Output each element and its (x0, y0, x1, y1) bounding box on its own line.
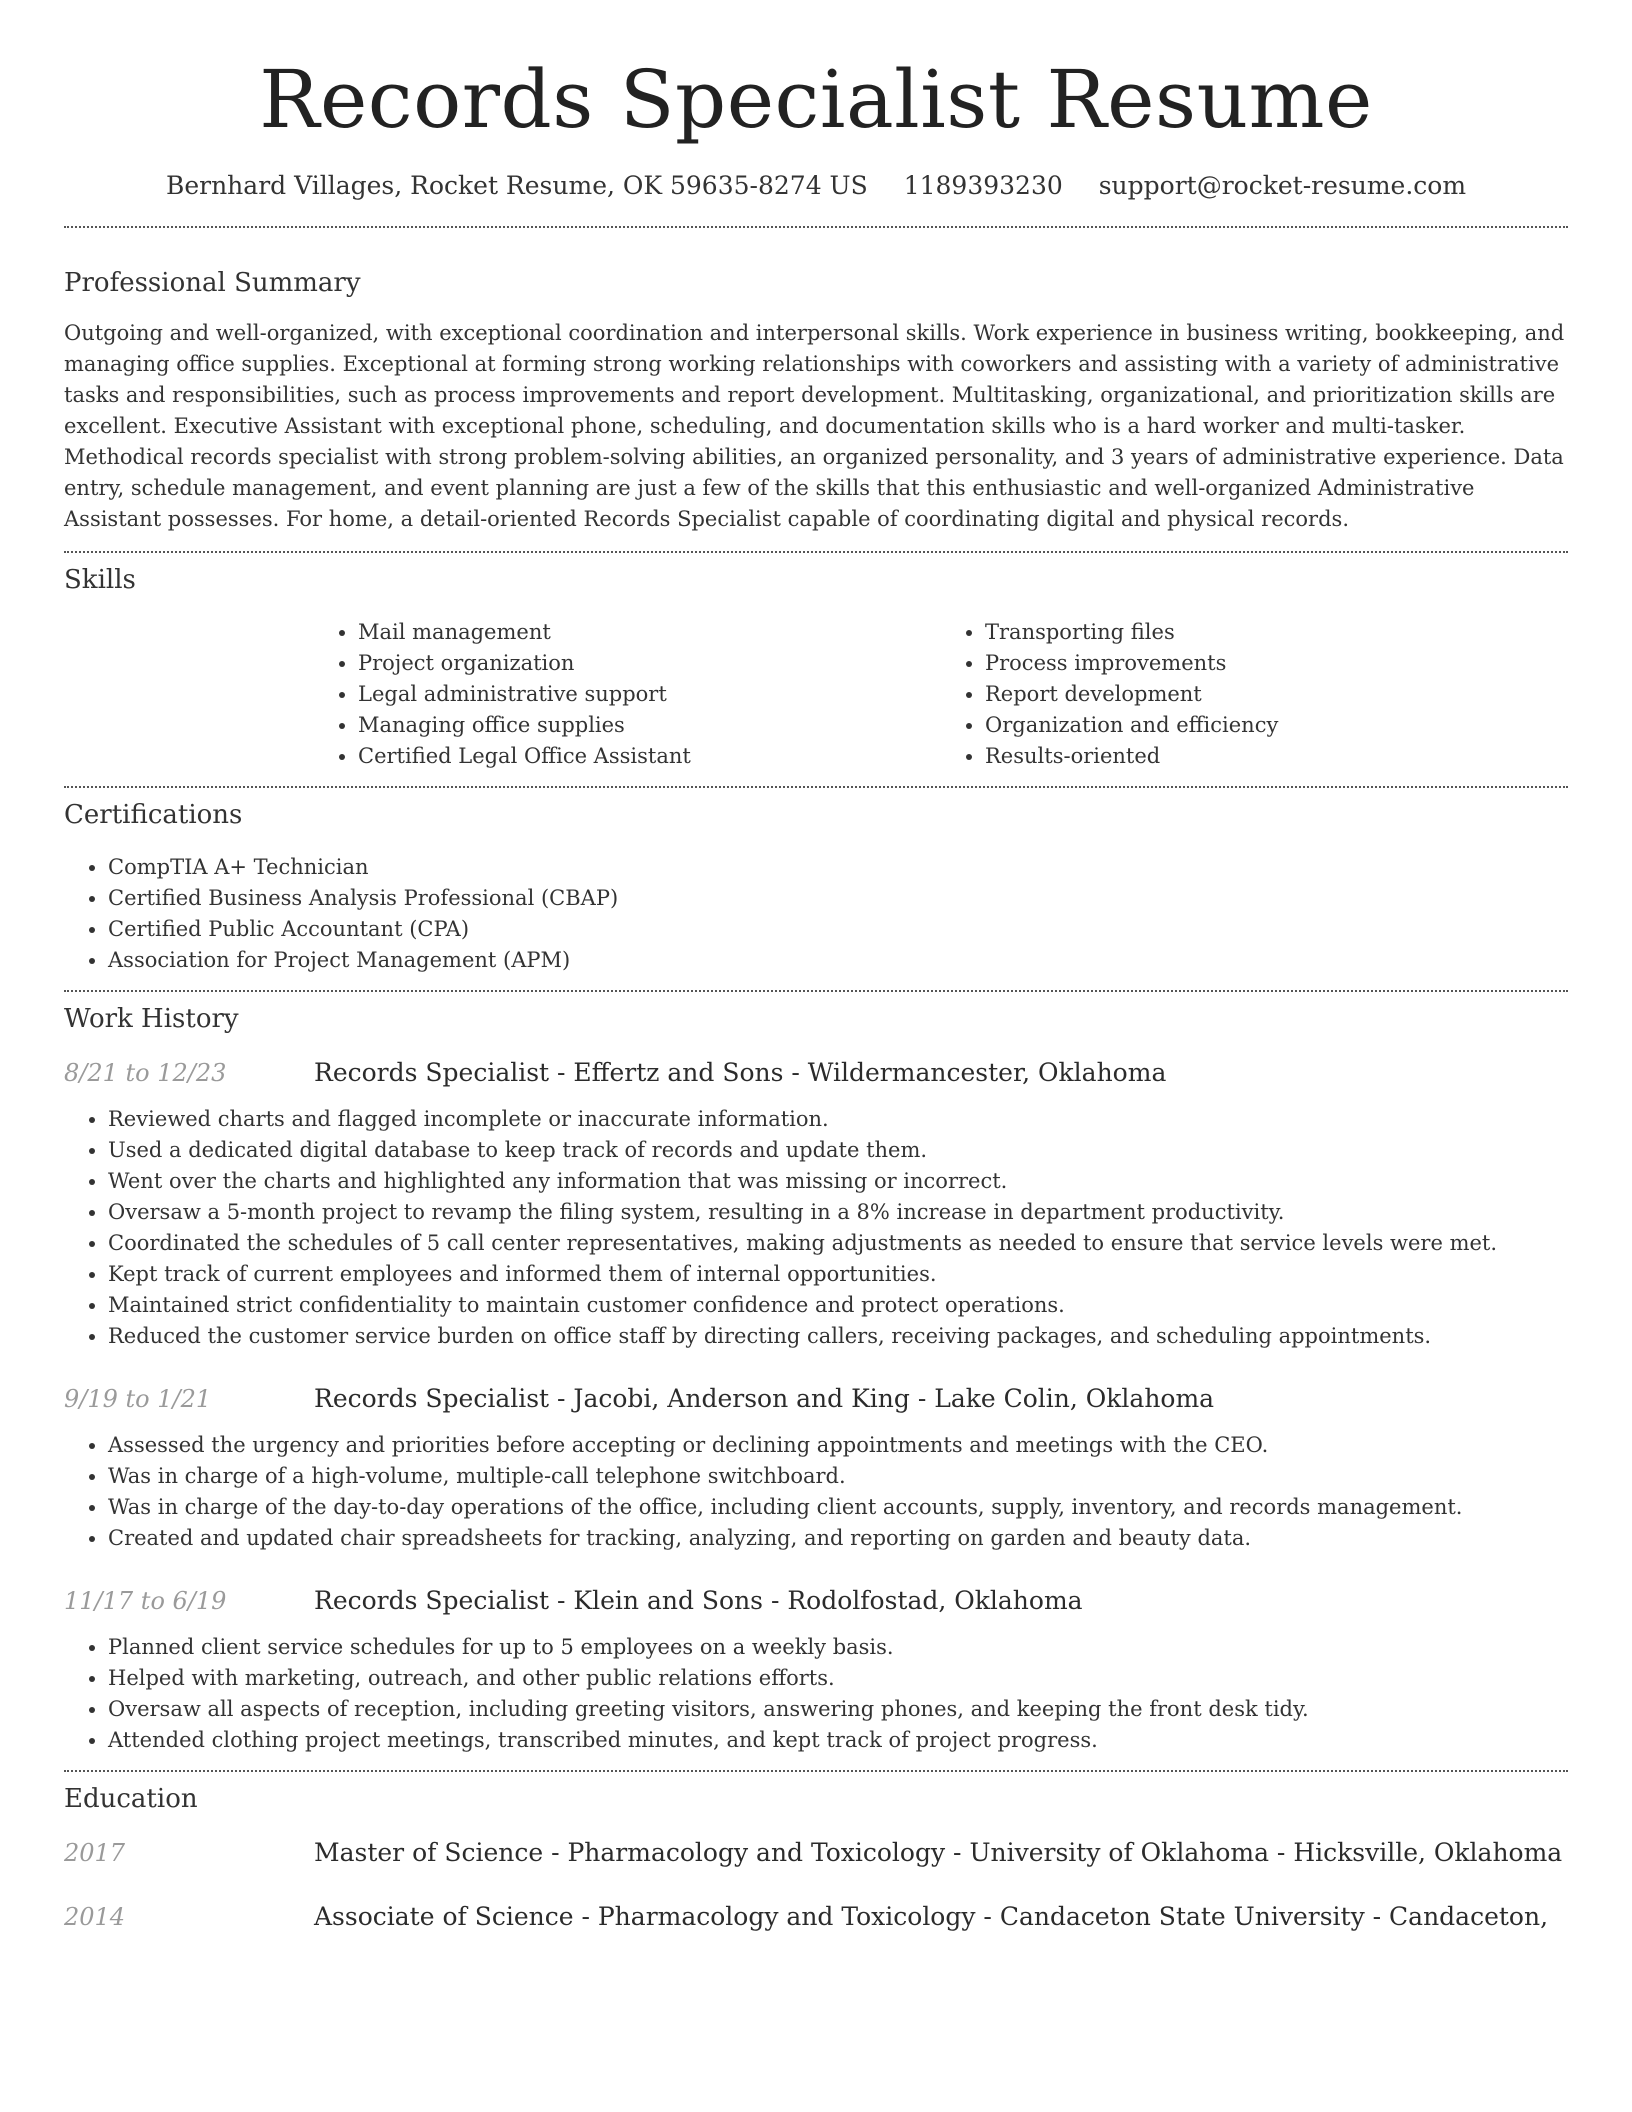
certifications-list (64, 852, 1568, 976)
job-bullet: • Kept track of current employees and informed them of internal opportunities. (108, 1259, 1568, 1290)
skill-item: • Certified Legal Office Assistant (358, 741, 941, 772)
skill-item: • Report development (985, 679, 1568, 710)
job-entry (64, 1584, 1568, 1756)
education-entry (64, 1900, 1568, 1934)
resume-page (64, 0, 1568, 1934)
job-dates: 9/19 to 1/21 (64, 1385, 212, 1413)
job-bullet: • Went over the charts and highlighted any information that was missing or incorrect. (108, 1166, 1568, 1197)
job-bullet: • Was in charge of a high-volume, multiple-call telephone switchboard. (108, 1461, 1568, 1492)
education-year: 2017 (64, 1839, 126, 1867)
job-bullet: • Used a dedicated digital database to keep track of records and update them. (108, 1135, 1568, 1166)
education-degree: Associate of Science - Pharmacology and Toxicology - Candaceton State University - Candaceton, (314, 1902, 1549, 1931)
job-bullet: • Coordinated the schedules of 5 call center representatives, making adjustments as needed to ensure that service levels were met. (108, 1228, 1568, 1259)
job-bullet: • Maintained strict confidentiality to maintain customer confidence and protect operations. (108, 1290, 1568, 1321)
job-bullet: • Planned client service schedules for up to 5 employees on a weekly basis. (108, 1632, 1568, 1663)
job-header (64, 1584, 1568, 1618)
job-bullet: • Helped with marketing, outreach, and other public relations efforts. (108, 1663, 1568, 1694)
job-dates: 8/21 to 12/23 (64, 1059, 227, 1087)
job-dates: 11/17 to 6/19 (64, 1587, 227, 1615)
skill-item: • Project organization (358, 648, 941, 679)
work-history-section (64, 1002, 1568, 1756)
resume-title: Records Specialist Resume (259, 53, 1373, 146)
certifications-section (64, 798, 1568, 976)
certifications-heading: Certifications (64, 800, 243, 830)
skills-list-left (314, 617, 941, 772)
job-title: Records Specialist - Jacobi, Anderson and King - Lake Colin, Oklahoma (314, 1384, 1215, 1413)
work-history-heading: Work History (64, 1004, 239, 1034)
job-bullets (64, 1632, 1568, 1756)
job-bullet: • Assessed the urgency and priorities before accepting or declining appointments and meetings with the CEO. (108, 1430, 1568, 1461)
education-section (64, 1782, 1568, 1934)
job-header (64, 1382, 1568, 1416)
job-entry (64, 1382, 1568, 1554)
divider (64, 551, 1568, 553)
contact-address: Bernhard Villages, Rocket Resume, OK 59635-8274 US (165, 171, 868, 200)
education-year: 2014 (64, 1903, 126, 1931)
divider (64, 226, 1568, 228)
certification-item: • Certified Business Analysis Professional (CBAP) (108, 883, 1568, 914)
education-entry (64, 1836, 1568, 1870)
divider (64, 786, 1568, 788)
job-title: Records Specialist - Effertz and Sons - Wildermancester, Oklahoma (314, 1058, 1167, 1087)
skill-item: • Transporting files (985, 617, 1568, 648)
certification-item: • Association for Project Management (APM) (108, 945, 1568, 976)
skill-item: • Legal administrative support (358, 679, 941, 710)
contact-email: support@rocket-resume.com (1098, 171, 1467, 200)
skills-columns (314, 617, 1568, 772)
job-bullet: • Created and updated chair spreadsheets for tracking, analyzing, and reporting on garden and beauty data. (108, 1523, 1568, 1554)
skill-item: • Results-oriented (985, 741, 1568, 772)
certification-item: • Certified Public Accountant (CPA) (108, 914, 1568, 945)
summary-heading: Professional Summary (64, 268, 361, 298)
skill-item: • Process improvements (985, 648, 1568, 679)
contact-line (64, 168, 1568, 204)
certification-item: • CompTIA A+ Technician (108, 852, 1568, 883)
job-header (64, 1056, 1568, 1090)
skill-item: • Managing office supplies (358, 710, 941, 741)
job-entry (64, 1056, 1568, 1352)
skills-section (64, 563, 1568, 772)
job-bullet: • Attended clothing project meetings, transcribed minutes, and kept track of project progress. (108, 1725, 1568, 1756)
job-bullet: • Oversaw a 5-month project to revamp the filing system, resulting in a 8% increase in department productivity. (108, 1197, 1568, 1228)
summary-section (64, 266, 1568, 535)
summary-text: Outgoing and well-organized, with exceptional coordination and interpersonal skills. Work experience in business writing, bookkeeping, and managing office supplies. Exceptional at forming strong working relationships with coworkers and assisting with a variety of administrative tasks and responsibilities, such as process improvements and report development. Multitasking, organizational, and prioritization skills are excellent. Executive Assistant with exceptional phone, scheduling, and documentation skills who is a hard worker and multi-tasker. Methodical records specialist with strong problem-solving abilities, an organized personality, and 3 years of administrative experience. Data entry, schedule management, and event planning are just a few of the skills that this enthusiastic and well-organized Administrative Assistant possesses. For home, a detail-oriented Records Specialist capable of coordinating digital and physical records. (64, 321, 1565, 531)
job-bullet: • Reduced the customer service burden on office staff by directing callers, receiving packages, and scheduling appointments. (108, 1321, 1568, 1352)
job-bullet: • Reviewed charts and flagged incomplete or inaccurate information. (108, 1104, 1568, 1135)
skills-list-right (941, 617, 1568, 772)
divider (64, 1770, 1568, 1772)
skill-item: • Mail management (358, 617, 941, 648)
job-title: Records Specialist - Klein and Sons - Rodolfostad, Oklahoma (314, 1586, 1083, 1615)
contact-phone: 1189393230 (903, 171, 1063, 200)
education-degree: Master of Science - Pharmacology and Toxicology - University of Oklahoma - Hicksville, Oklahoma (314, 1838, 1563, 1867)
job-bullets (64, 1430, 1568, 1554)
job-bullet: • Oversaw all aspects of reception, including greeting visitors, answering phones, and keeping the front desk tidy. (108, 1694, 1568, 1725)
divider (64, 990, 1568, 992)
education-heading: Education (64, 1784, 198, 1814)
job-bullet: • Was in charge of the day-to-day operations of the office, including client accounts, supply, inventory, and records management. (108, 1492, 1568, 1523)
job-bullets (64, 1104, 1568, 1352)
skill-item: • Organization and efficiency (985, 710, 1568, 741)
skills-heading: Skills (64, 565, 136, 595)
